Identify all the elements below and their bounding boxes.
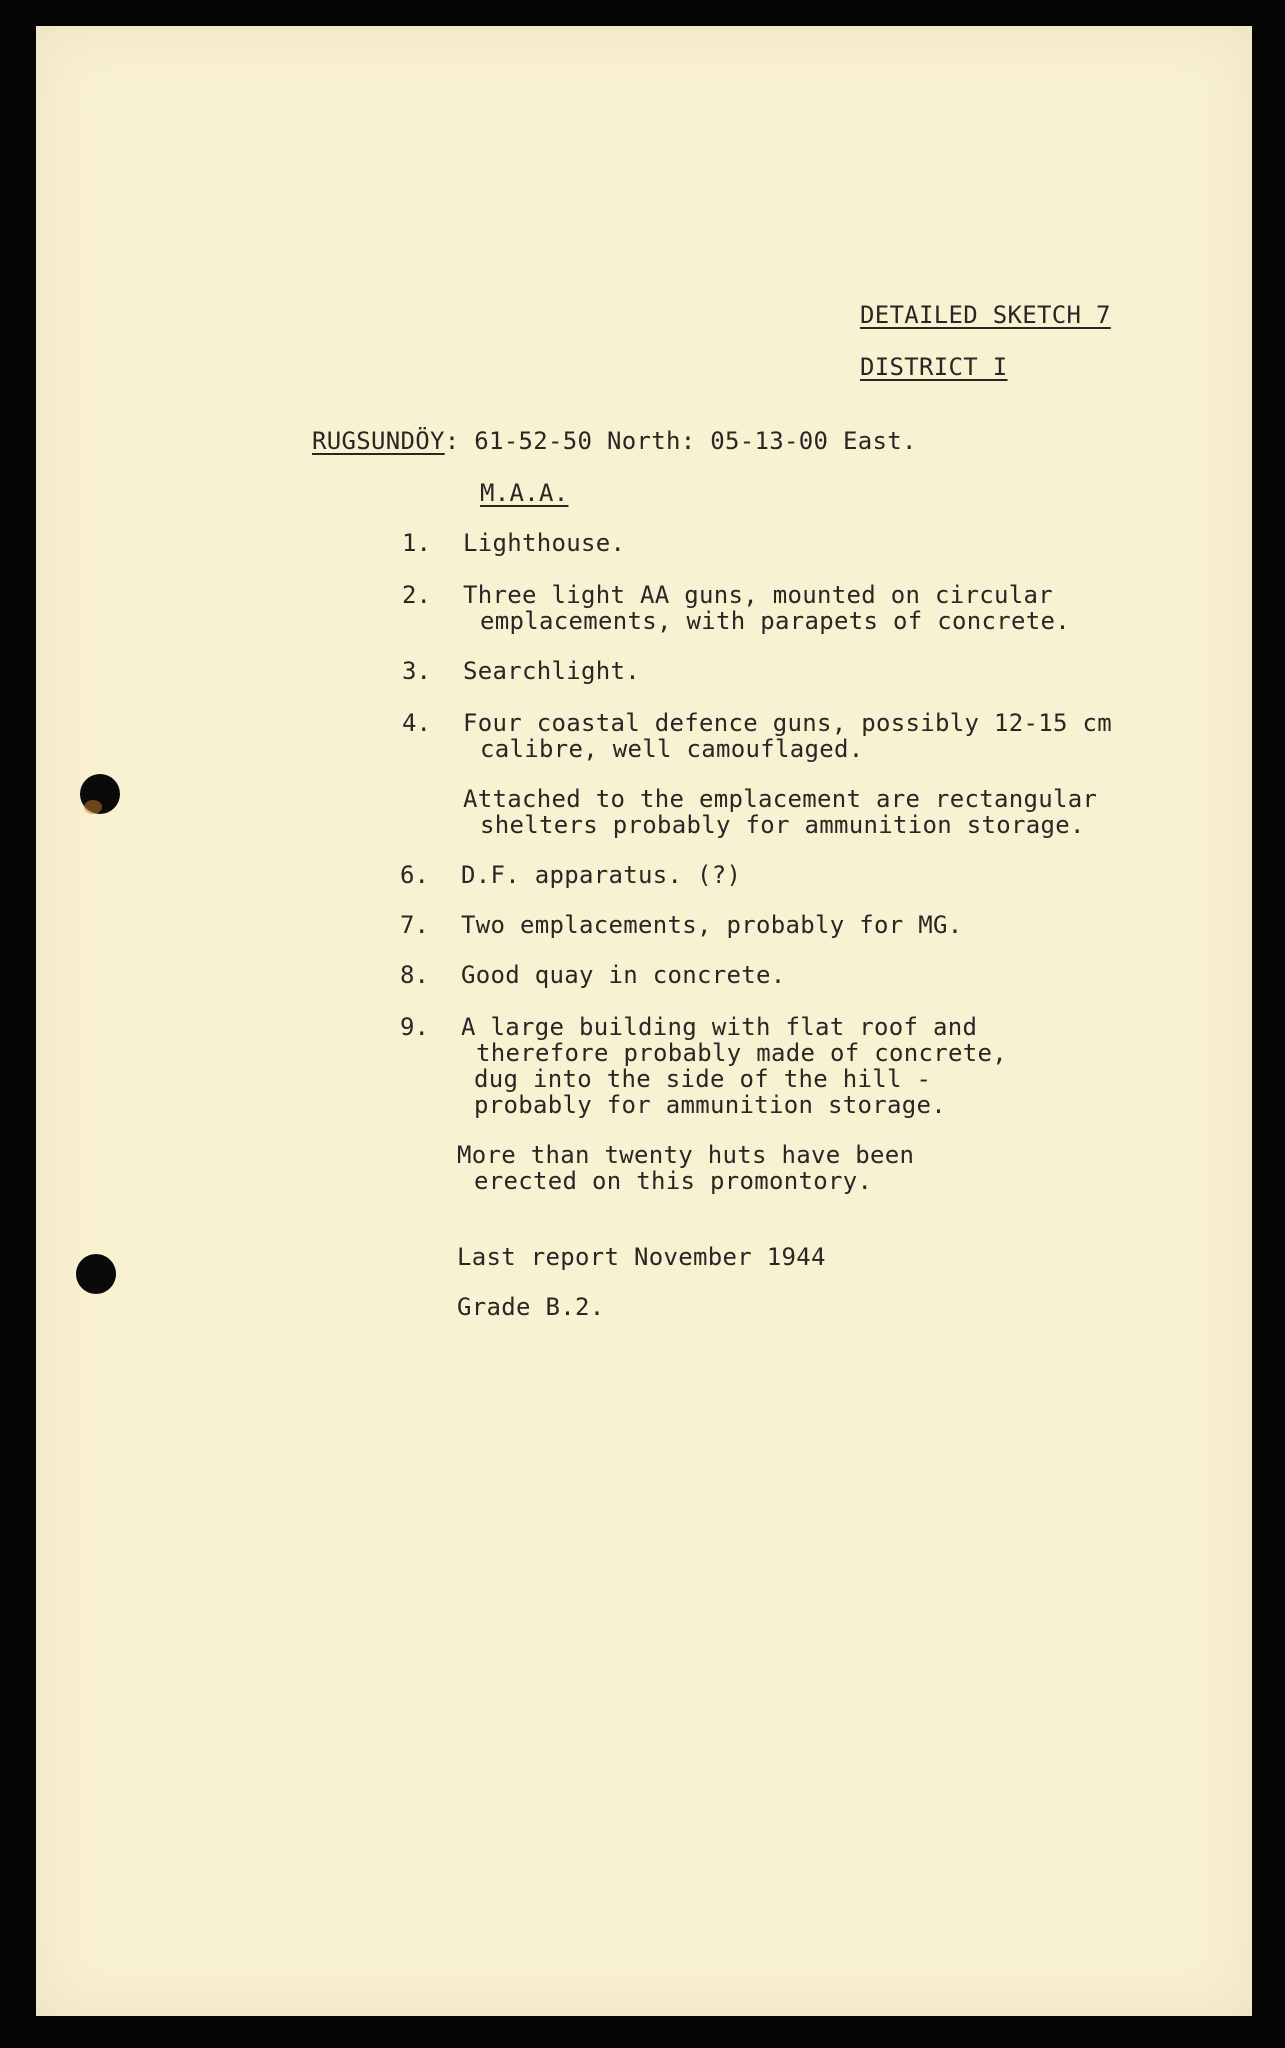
item-number: 6. bbox=[400, 861, 429, 889]
item-number: 3. bbox=[402, 657, 431, 685]
attached-note-continued: shelters probably for ammunition storage. bbox=[480, 811, 1085, 839]
location-name: RUGSUNDÖY bbox=[312, 427, 445, 455]
item-text: Searchlight. bbox=[463, 657, 640, 685]
item-number: 9. bbox=[400, 1013, 429, 1041]
item-number: 7. bbox=[400, 911, 429, 939]
item9-text: therefore probably made of concrete, bbox=[476, 1039, 1007, 1067]
huts-note: More than twenty huts have been bbox=[457, 1141, 915, 1169]
item-text: Good quay in concrete. bbox=[461, 961, 786, 989]
huts-note-continued: erected on this promontory. bbox=[474, 1167, 873, 1195]
item-text: Two emplacements, probably for MG. bbox=[461, 911, 963, 939]
item-text: D.F. apparatus. (?) bbox=[461, 861, 742, 889]
sketch-heading: DETAILED SKETCH 7 bbox=[860, 301, 1111, 329]
item-number: 2. bbox=[402, 581, 431, 609]
item-text-continued: emplacements, with parapets of concrete. bbox=[480, 607, 1070, 635]
item9-text: A large building with flat roof and bbox=[461, 1013, 978, 1041]
item-number: 4. bbox=[402, 709, 431, 737]
grade: Grade B.2. bbox=[457, 1293, 605, 1321]
item9-text: probably for ammunition storage. bbox=[474, 1091, 946, 1119]
item-text: Lighthouse. bbox=[463, 529, 626, 557]
section-heading: M.A.A. bbox=[480, 479, 569, 507]
punch-hole-bottom bbox=[76, 1254, 116, 1294]
item-number: 8. bbox=[400, 961, 429, 989]
item9-text: dug into the side of the hill - bbox=[474, 1065, 932, 1093]
location-coords: : 61-52-50 North: 05-13-00 East. bbox=[444, 427, 917, 455]
item-text: Four coastal defence guns, possibly 12-15 cm bbox=[463, 709, 1112, 737]
district-heading: DISTRICT I bbox=[860, 353, 1008, 381]
last-report: Last report November 1944 bbox=[457, 1243, 826, 1271]
rust-stain bbox=[84, 800, 102, 814]
item-text: Three light AA guns, mounted on circular bbox=[463, 581, 1053, 609]
attached-note: Attached to the emplacement are rectangular bbox=[463, 785, 1098, 813]
item-text-continued: calibre, well camouflaged. bbox=[480, 735, 864, 763]
location-line bbox=[312, 428, 917, 454]
item-number: 1. bbox=[402, 529, 431, 557]
